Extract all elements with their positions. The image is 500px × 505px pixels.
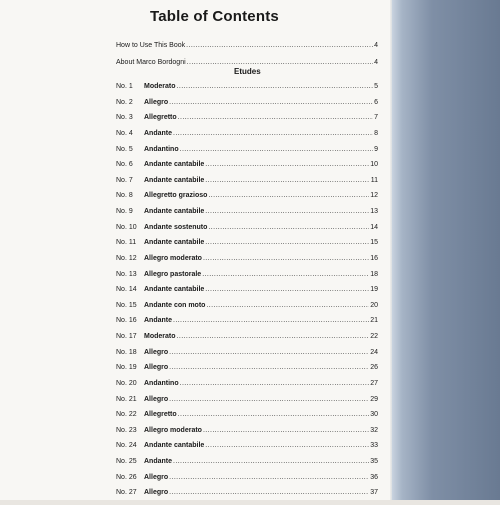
etude-title: Allegro xyxy=(144,348,169,356)
etude-page-number: 24 xyxy=(370,348,378,356)
dot-leader xyxy=(178,114,373,121)
dot-leader xyxy=(173,317,369,324)
etude-entry xyxy=(116,208,378,224)
etude-title: Andante cantabile xyxy=(144,208,205,215)
etude-entry xyxy=(116,271,378,287)
etude-title: Allegro xyxy=(144,98,169,106)
etude-page-number: 33 xyxy=(370,442,378,450)
etude-entry xyxy=(116,380,378,396)
etude-number: No. 18 xyxy=(116,348,137,356)
etude-page-number: 21 xyxy=(370,317,378,325)
etude-entry xyxy=(116,302,378,318)
etude-entry xyxy=(116,286,378,302)
etude-number: No. 1 xyxy=(116,83,133,90)
etude-entry xyxy=(116,130,378,146)
etude-title: Allegretto xyxy=(144,114,177,122)
etude-entry xyxy=(116,427,378,443)
etude-title: Andante xyxy=(144,458,172,465)
etude-title: Allegro xyxy=(144,473,169,481)
etude-title: Andante cantabile xyxy=(144,161,205,169)
etude-page-number: 13 xyxy=(370,208,378,215)
dot-leader xyxy=(169,396,369,403)
etude-list xyxy=(116,83,378,505)
etude-number: No. 23 xyxy=(116,426,137,434)
dot-leader xyxy=(208,224,369,231)
etude-title: Allegro xyxy=(144,395,169,403)
entry-page-number: 4 xyxy=(374,42,378,49)
etude-entry xyxy=(116,99,378,115)
dot-leader xyxy=(202,271,369,278)
etude-page-number: 20 xyxy=(370,301,378,309)
etude-page-number: 37 xyxy=(370,489,378,497)
dot-leader xyxy=(169,349,369,356)
entry-label: How to Use This Book xyxy=(116,42,186,49)
dot-leader xyxy=(169,489,369,496)
etude-title: Allegro moderato xyxy=(144,254,202,262)
page-shadow xyxy=(392,0,500,500)
etude-title: Andante cantabile xyxy=(144,176,205,184)
etude-number: No. 8 xyxy=(116,192,133,200)
page-title: Table of Contents xyxy=(150,8,279,25)
etude-title: Moderato xyxy=(144,333,176,340)
dot-leader xyxy=(177,83,374,90)
dot-leader xyxy=(169,474,369,481)
etude-title: Allegro pastorale xyxy=(144,270,202,278)
etude-number: No. 25 xyxy=(116,458,137,465)
dot-leader xyxy=(206,302,369,309)
dot-leader xyxy=(169,99,373,106)
entry-page-number: 4 xyxy=(374,59,378,66)
etude-title: Allegro xyxy=(144,364,169,372)
etude-number: No. 14 xyxy=(116,286,137,294)
etude-number: No. 3 xyxy=(116,114,133,122)
dot-leader xyxy=(173,130,373,137)
etude-number: No. 10 xyxy=(116,223,137,231)
etude-number: No. 13 xyxy=(116,270,137,278)
etude-title: Andante xyxy=(144,129,172,137)
etude-page-number: 14 xyxy=(370,223,378,231)
etude-number: No. 21 xyxy=(116,395,137,403)
etude-title: Allegretto xyxy=(144,411,177,419)
etude-page-number: 7 xyxy=(374,114,378,122)
toc-entry xyxy=(116,42,378,59)
etude-entry xyxy=(116,489,378,505)
etude-entry xyxy=(116,458,378,474)
etude-page-number: 30 xyxy=(370,411,378,419)
etude-page-number: 9 xyxy=(374,145,378,153)
etude-page-number: 18 xyxy=(370,270,378,278)
etude-entry xyxy=(116,411,378,427)
etude-number: No. 22 xyxy=(116,411,137,419)
etude-page-number: 8 xyxy=(374,129,378,137)
dot-leader xyxy=(186,42,373,49)
etude-entry xyxy=(116,396,378,412)
etude-page-number: 36 xyxy=(370,473,378,481)
etude-title: Allegro moderato xyxy=(144,426,202,434)
dot-leader xyxy=(173,458,369,465)
etude-page-number: 11 xyxy=(370,176,378,184)
etude-title: Moderato xyxy=(144,83,176,90)
etude-number: No. 20 xyxy=(116,379,137,387)
etude-page-number: 5 xyxy=(374,83,378,90)
etude-number: No. 16 xyxy=(116,317,137,325)
etude-title: Andantino xyxy=(144,379,179,387)
etude-title: Andante sostenuto xyxy=(144,223,208,231)
dot-leader xyxy=(203,427,369,434)
etude-number: No. 5 xyxy=(116,145,133,153)
etude-page-number: 29 xyxy=(370,395,378,403)
etude-number: No. 26 xyxy=(116,473,137,481)
etude-number: No. 11 xyxy=(116,239,137,247)
etude-entry xyxy=(116,146,378,162)
etude-number: No. 17 xyxy=(116,333,137,340)
etude-entry xyxy=(116,474,378,490)
etude-number: No. 7 xyxy=(116,176,133,184)
etude-entry xyxy=(116,192,378,208)
etude-page-number: 32 xyxy=(370,426,378,434)
etude-title: Andante cantabile xyxy=(144,239,205,247)
etude-title: Andante con moto xyxy=(144,301,206,309)
etude-title: Andante cantabile xyxy=(144,286,205,294)
etude-title: Andante cantabile xyxy=(144,442,205,450)
dot-leader xyxy=(205,442,369,449)
etude-entry xyxy=(116,83,378,99)
etude-number: No. 24 xyxy=(116,442,137,450)
etude-entry xyxy=(116,333,378,349)
etude-page-number: 15 xyxy=(370,239,378,247)
dot-leader xyxy=(205,286,369,293)
etude-number: No. 19 xyxy=(116,364,137,372)
etude-entry xyxy=(116,224,378,240)
etude-number: No. 15 xyxy=(116,301,137,309)
dot-leader xyxy=(178,411,370,418)
etude-title: Allegretto grazioso xyxy=(144,192,208,200)
dot-leader xyxy=(205,239,369,246)
etude-number: No. 9 xyxy=(116,208,133,215)
dot-leader xyxy=(205,208,369,215)
dot-leader xyxy=(205,177,369,184)
entry-label: About Marco Bordogni xyxy=(116,59,186,66)
etude-entry xyxy=(116,255,378,271)
etude-title: Allegro xyxy=(144,489,169,497)
etude-page-number: 35 xyxy=(370,458,378,465)
dot-leader xyxy=(177,333,370,340)
etude-entry xyxy=(116,239,378,255)
dot-leader xyxy=(203,255,369,262)
etude-page-number: 10 xyxy=(370,161,378,169)
etude-entry xyxy=(116,114,378,130)
dot-leader xyxy=(187,59,373,66)
etude-number: No. 2 xyxy=(116,98,133,106)
dot-leader xyxy=(169,364,369,371)
etude-entry xyxy=(116,364,378,380)
etude-page-number: 26 xyxy=(370,364,378,372)
etude-title: Andantino xyxy=(144,145,179,153)
etude-entry xyxy=(116,349,378,365)
etude-page-number: 27 xyxy=(370,379,378,387)
etude-title: Andante xyxy=(144,317,172,325)
etude-page-number: 16 xyxy=(370,254,378,262)
etude-page-number: 6 xyxy=(374,98,378,106)
section-heading: Etudes xyxy=(234,67,261,76)
etude-page-number: 22 xyxy=(370,333,378,340)
etude-page-number: 12 xyxy=(370,192,378,200)
dot-leader xyxy=(205,161,369,168)
etude-entry xyxy=(116,317,378,333)
etude-number: No. 6 xyxy=(116,161,133,169)
etude-number: No. 4 xyxy=(116,129,133,137)
etude-entry xyxy=(116,177,378,193)
dot-leader xyxy=(208,192,369,199)
etude-entry xyxy=(116,442,378,458)
etude-number: No. 27 xyxy=(116,489,137,497)
etude-entry xyxy=(116,161,378,177)
dot-leader xyxy=(180,146,373,153)
etude-page-number: 19 xyxy=(370,286,378,294)
etude-number: No. 12 xyxy=(116,254,137,262)
dot-leader xyxy=(180,380,370,387)
